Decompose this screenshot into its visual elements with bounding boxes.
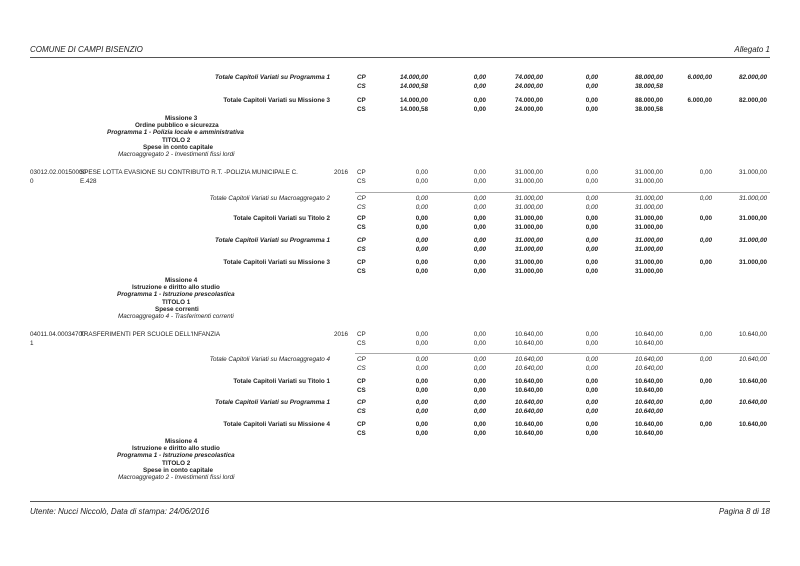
amount-cell: 0,00	[415, 204, 428, 211]
section-heading-text: Missione 4	[165, 438, 198, 445]
cp-cs-label: CP	[357, 356, 366, 363]
cp-cs-label: CP	[357, 378, 366, 385]
cp-cs-label: CP	[357, 421, 366, 428]
amount-cell: 0,00	[585, 204, 598, 211]
amount-cell: 0,00	[585, 378, 598, 385]
amount-cell: 0,00	[415, 268, 428, 275]
amount-cell: 0,00	[473, 259, 486, 266]
amount-cell: 10.640,00	[514, 331, 543, 338]
footer-rule	[30, 501, 770, 502]
amount-cell: 0,00	[585, 215, 598, 222]
amount-cell: 0,00	[415, 246, 428, 253]
amount-cell: 0,00	[473, 83, 486, 90]
amount-cell: 0,00	[585, 178, 598, 185]
amount-cell: 31.000,00	[634, 246, 663, 253]
amount-cell: 10.640,00	[514, 408, 543, 415]
section-heading-line	[0, 150, 800, 159]
amount-cell: 0,00	[415, 356, 428, 363]
amount-cell: 0,00	[473, 215, 486, 222]
total-label: Totale Capitoli Variati su Missione 4	[223, 421, 330, 428]
amount-cell: 31.000,00	[514, 169, 543, 176]
total-label: Totale Capitoli Variati su Missione 3	[223, 259, 330, 266]
amount-cell: 0,00	[585, 224, 598, 231]
amount-cell: 31.000,00	[738, 215, 767, 222]
cp-cs-label: CP	[357, 169, 366, 176]
total-row	[0, 364, 800, 373]
amount-cell: 10.640,00	[634, 378, 663, 385]
amount-cell: 0,00	[585, 74, 598, 81]
total-row	[0, 258, 800, 267]
total-label: Totale Capitoli Variati su Programma 1	[214, 399, 330, 406]
amount-cell: 0,00	[415, 365, 428, 372]
section-heading-line	[0, 312, 800, 321]
amount-cell: 6.000,00	[687, 97, 712, 104]
cp-cs-label: CP	[357, 74, 366, 81]
entity-name: COMUNE DI CAMPI BISENZIO	[30, 45, 143, 54]
chapter-row	[0, 168, 800, 177]
amount-cell: 24.000,00	[514, 106, 543, 113]
amount-cell: 10.640,00	[738, 421, 767, 428]
amount-cell: 0,00	[585, 387, 598, 394]
amount-cell: 0,00	[585, 237, 598, 244]
chapter-row	[0, 330, 800, 339]
attachment-label: Allegato 1	[734, 45, 770, 54]
amount-cell: 0,00	[699, 169, 712, 176]
amount-cell: 0,00	[415, 224, 428, 231]
total-label: Totale Capitoli Variati su Titolo 1	[233, 378, 330, 385]
amount-cell: 0,00	[585, 246, 598, 253]
amount-cell: 38.000,58	[634, 83, 663, 90]
amount-cell: 31.000,00	[514, 237, 543, 244]
cp-cs-label: CS	[357, 268, 366, 275]
amount-cell: 0,00	[473, 430, 486, 437]
total-row	[0, 73, 800, 82]
total-row	[0, 420, 800, 429]
amount-cell: 0,00	[473, 97, 486, 104]
amount-cell: 10.640,00	[634, 365, 663, 372]
total-row	[0, 214, 800, 223]
amount-cell: 0,00	[473, 356, 486, 363]
amount-cell: 31.000,00	[634, 215, 663, 222]
total-label: Totale Capitoli Variati su Programma 1	[214, 237, 330, 244]
amount-cell: 0,00	[585, 169, 598, 176]
section-heading-text: Programma 1 - Polizia locale e amministrativa	[107, 129, 244, 137]
amount-cell: 0,00	[585, 365, 598, 372]
chapter-description: SPESE LOTTA EVASIONE SU CONTRIBUTO R.T. -POLIZIA MUNICIPALE C.	[80, 169, 298, 176]
total-separator	[355, 192, 770, 193]
chapter-description-cont: E.428	[80, 178, 97, 185]
amount-cell: 10.640,00	[634, 430, 663, 437]
section-heading-text: TITOLO 2	[162, 136, 191, 144]
amount-cell: 0,00	[585, 195, 598, 202]
amount-cell: 31.000,00	[738, 259, 767, 266]
cp-cs-label: CS	[357, 178, 366, 185]
header-rule	[30, 57, 770, 58]
amount-cell: 31.000,00	[738, 237, 767, 244]
amount-cell: 0,00	[585, 430, 598, 437]
amount-cell: 0,00	[415, 387, 428, 394]
total-row	[0, 96, 800, 105]
amount-cell: 10.640,00	[514, 340, 543, 347]
total-label: Totale Capitoli Variati su Missione 3	[223, 97, 330, 104]
total-row	[0, 203, 800, 212]
amount-cell: 0,00	[415, 331, 428, 338]
page-number: Pagina 8 di 18	[718, 507, 770, 516]
amount-cell: 31.000,00	[634, 169, 663, 176]
section-heading-text: Spese in conto capitale	[143, 466, 213, 474]
amount-cell: 10.640,00	[634, 408, 663, 415]
amount-cell: 0,00	[585, 340, 598, 347]
amount-cell: 0,00	[585, 399, 598, 406]
section-heading-text: TITOLO 2	[162, 459, 191, 467]
amount-cell: 31.000,00	[514, 215, 543, 222]
cp-cs-label: CS	[357, 106, 366, 113]
cp-cs-label: CS	[357, 246, 366, 253]
total-row	[0, 355, 800, 364]
amount-cell: 0,00	[585, 408, 598, 415]
amount-cell: 0,00	[415, 195, 428, 202]
amount-cell: 31.000,00	[634, 237, 663, 244]
cp-cs-label: CP	[357, 259, 366, 266]
amount-cell: 14.000,58	[399, 83, 428, 90]
total-row	[0, 429, 800, 438]
amount-cell: 31.000,00	[514, 259, 543, 266]
amount-cell: 0,00	[699, 399, 712, 406]
amount-cell: 31.000,00	[634, 268, 663, 275]
total-row	[0, 386, 800, 395]
amount-cell: 31.000,00	[634, 195, 663, 202]
section-heading-text: Macroaggregato 2 - Investimenti fissi lordi	[118, 151, 235, 158]
amount-cell: 0,00	[699, 421, 712, 428]
cp-cs-label: CP	[357, 195, 366, 202]
amount-cell: 0,00	[473, 178, 486, 185]
amount-cell: 31.000,00	[514, 246, 543, 253]
amount-cell: 38.000,58	[634, 106, 663, 113]
amount-cell: 31.000,00	[634, 224, 663, 231]
amount-cell: 0,00	[699, 195, 712, 202]
section-heading-text: Spese correnti	[155, 305, 199, 313]
total-label: Totale Capitoli Variati su Titolo 2	[233, 215, 330, 222]
amount-cell: 31.000,00	[634, 259, 663, 266]
amount-cell: 82.000,00	[738, 74, 767, 81]
amount-cell: 10.640,00	[514, 378, 543, 385]
chapter-code: 03012.02.00150000	[30, 169, 87, 176]
amount-cell: 10.640,00	[738, 356, 767, 363]
amount-cell: 10.640,00	[514, 421, 543, 428]
total-label: Totale Capitoli Variati su Macroaggregato 2	[209, 195, 330, 202]
amount-cell: 0,00	[585, 83, 598, 90]
amount-cell: 10.640,00	[514, 387, 543, 394]
amount-cell: 0,00	[473, 408, 486, 415]
total-row	[0, 194, 800, 203]
amount-cell: 0,00	[473, 106, 486, 113]
amount-cell: 10.640,00	[514, 356, 543, 363]
amount-cell: 0,00	[473, 74, 486, 81]
section-heading-text: Spese in conto capitale	[143, 143, 213, 151]
amount-cell: 0,00	[585, 421, 598, 428]
amount-cell: 0,00	[415, 178, 428, 185]
amount-cell: 0,00	[415, 421, 428, 428]
total-row	[0, 223, 800, 232]
amount-cell: 10.640,00	[738, 378, 767, 385]
chapter-code-cont: 0	[30, 178, 34, 185]
amount-cell: 0,00	[699, 378, 712, 385]
section-heading-text: Missione 4	[165, 277, 198, 284]
amount-cell: 0,00	[415, 169, 428, 176]
amount-cell: 0,00	[473, 387, 486, 394]
amount-cell: 6.000,00	[687, 74, 712, 81]
chapter-code: 04011.04.00034700	[30, 331, 86, 338]
amount-cell: 74.000,00	[514, 74, 543, 81]
section-heading-text: Istruzione e diritto allo studio	[132, 284, 220, 292]
user-print-info: Utente: Nucci Niccolò, Data di stampa: 24/06/2016	[30, 507, 210, 516]
amount-cell: 0,00	[473, 331, 486, 338]
amount-cell: 14.000,58	[399, 106, 428, 113]
amount-cell: 10.640,00	[634, 356, 663, 363]
cp-cs-label: CP	[357, 215, 366, 222]
cp-cs-label: CS	[357, 340, 366, 347]
amount-cell: 0,00	[415, 237, 428, 244]
section-heading-text: TITOLO 1	[162, 298, 191, 306]
amount-cell: 10.640,00	[514, 399, 543, 406]
section-heading-text: Macroaggregato 4 - Trasferimenti correnti	[118, 313, 234, 320]
amount-cell: 0,00	[415, 215, 428, 222]
total-row	[0, 398, 800, 407]
amount-cell: 14.000,00	[399, 97, 428, 104]
cp-cs-label: CS	[357, 204, 366, 211]
cp-cs-label: CS	[357, 387, 366, 394]
amount-cell: 10.640,00	[634, 387, 663, 394]
amount-cell: 0,00	[699, 237, 712, 244]
amount-cell: 10.640,00	[634, 340, 663, 347]
total-row	[0, 245, 800, 254]
cp-cs-label: CP	[357, 399, 366, 406]
amount-cell: 0,00	[585, 268, 598, 275]
amount-cell: 0,00	[585, 259, 598, 266]
total-row	[0, 407, 800, 416]
section-heading-text: Macroaggregato 2 - Investimenti fissi lordi	[118, 474, 235, 481]
section-heading-text: Programma 1 - Istruzione prescolastica	[117, 452, 235, 460]
cp-cs-label: CP	[357, 237, 366, 244]
amount-cell: 0,00	[699, 356, 712, 363]
amount-cell: 31.000,00	[738, 195, 767, 202]
total-label: Totale Capitoli Variati su Macroaggregato 4	[209, 356, 330, 363]
cp-cs-label: CS	[357, 83, 366, 90]
amount-cell: 0,00	[585, 97, 598, 104]
amount-cell: 31.000,00	[514, 178, 543, 185]
amount-cell: 0,00	[699, 215, 712, 222]
amount-cell: 82.000,00	[738, 97, 767, 104]
amount-cell: 31.000,00	[738, 169, 767, 176]
amount-cell: 0,00	[473, 421, 486, 428]
cp-cs-label: CP	[357, 97, 366, 104]
amount-cell: 10.640,00	[634, 331, 663, 338]
total-row	[0, 377, 800, 386]
total-row	[0, 82, 800, 91]
amount-cell: 0,00	[415, 378, 428, 385]
amount-cell: 31.000,00	[634, 204, 663, 211]
cp-cs-label: CS	[357, 365, 366, 372]
section-heading-text: Programma 1 - Istruzione prescolastica	[117, 291, 235, 299]
amount-cell: 0,00	[585, 106, 598, 113]
chapter-description: TRASFERIMENTI PER SCUOLE DELL'INFANZIA	[80, 331, 221, 338]
amount-cell: 24.000,00	[514, 83, 543, 90]
total-row	[0, 236, 800, 245]
amount-cell: 10.640,00	[738, 399, 767, 406]
amount-cell: 0,00	[473, 169, 486, 176]
amount-cell: 0,00	[699, 259, 712, 266]
amount-cell: 0,00	[473, 195, 486, 202]
amount-cell: 10.640,00	[514, 430, 543, 437]
amount-cell: 10.640,00	[634, 399, 663, 406]
amount-cell: 74.000,00	[514, 97, 543, 104]
amount-cell: 0,00	[473, 224, 486, 231]
amount-cell: 0,00	[473, 204, 486, 211]
chapter-code-cont: 1	[30, 340, 34, 347]
amount-cell: 0,00	[699, 331, 712, 338]
amount-cell: 31.000,00	[514, 224, 543, 231]
amount-cell: 0,00	[473, 378, 486, 385]
cp-cs-label: CP	[357, 331, 366, 338]
section-heading-text: Ordine pubblico e sicurezza	[135, 122, 219, 130]
amount-cell: 0,00	[473, 246, 486, 253]
total-row	[0, 105, 800, 114]
cp-cs-label: CS	[357, 408, 366, 415]
total-row	[0, 267, 800, 276]
amount-cell: 10.640,00	[738, 331, 767, 338]
chapter-year: 2016	[334, 169, 349, 176]
chapter-row	[0, 177, 800, 186]
total-label: Totale Capitoli Variati su Programma 1	[214, 74, 330, 81]
amount-cell: 0,00	[415, 408, 428, 415]
amount-cell: 0,00	[473, 237, 486, 244]
cp-cs-label: CS	[357, 430, 366, 437]
amount-cell: 0,00	[585, 356, 598, 363]
chapter-row	[0, 339, 800, 348]
amount-cell: 0,00	[415, 259, 428, 266]
amount-cell: 31.000,00	[514, 204, 543, 211]
amount-cell: 0,00	[415, 399, 428, 406]
amount-cell: 0,00	[415, 340, 428, 347]
section-heading-line	[0, 473, 800, 482]
amount-cell: 14.000,00	[399, 74, 428, 81]
amount-cell: 10.640,00	[634, 421, 663, 428]
chapter-year: 2016	[334, 331, 349, 338]
amount-cell: 31.000,00	[514, 195, 543, 202]
amount-cell: 0,00	[473, 399, 486, 406]
amount-cell: 0,00	[473, 268, 486, 275]
amount-cell: 88.000,00	[634, 74, 663, 81]
amount-cell: 31.000,00	[634, 178, 663, 185]
amount-cell: 0,00	[473, 340, 486, 347]
amount-cell: 88.000,00	[634, 97, 663, 104]
section-heading-text: Istruzione e diritto allo studio	[132, 445, 220, 453]
section-heading-text: Missione 3	[165, 115, 198, 122]
amount-cell: 10.640,00	[514, 365, 543, 372]
amount-cell: 31.000,00	[514, 268, 543, 275]
cp-cs-label: CS	[357, 224, 366, 231]
amount-cell: 0,00	[415, 430, 428, 437]
amount-cell: 0,00	[473, 365, 486, 372]
amount-cell: 0,00	[585, 331, 598, 338]
total-separator	[355, 353, 770, 354]
